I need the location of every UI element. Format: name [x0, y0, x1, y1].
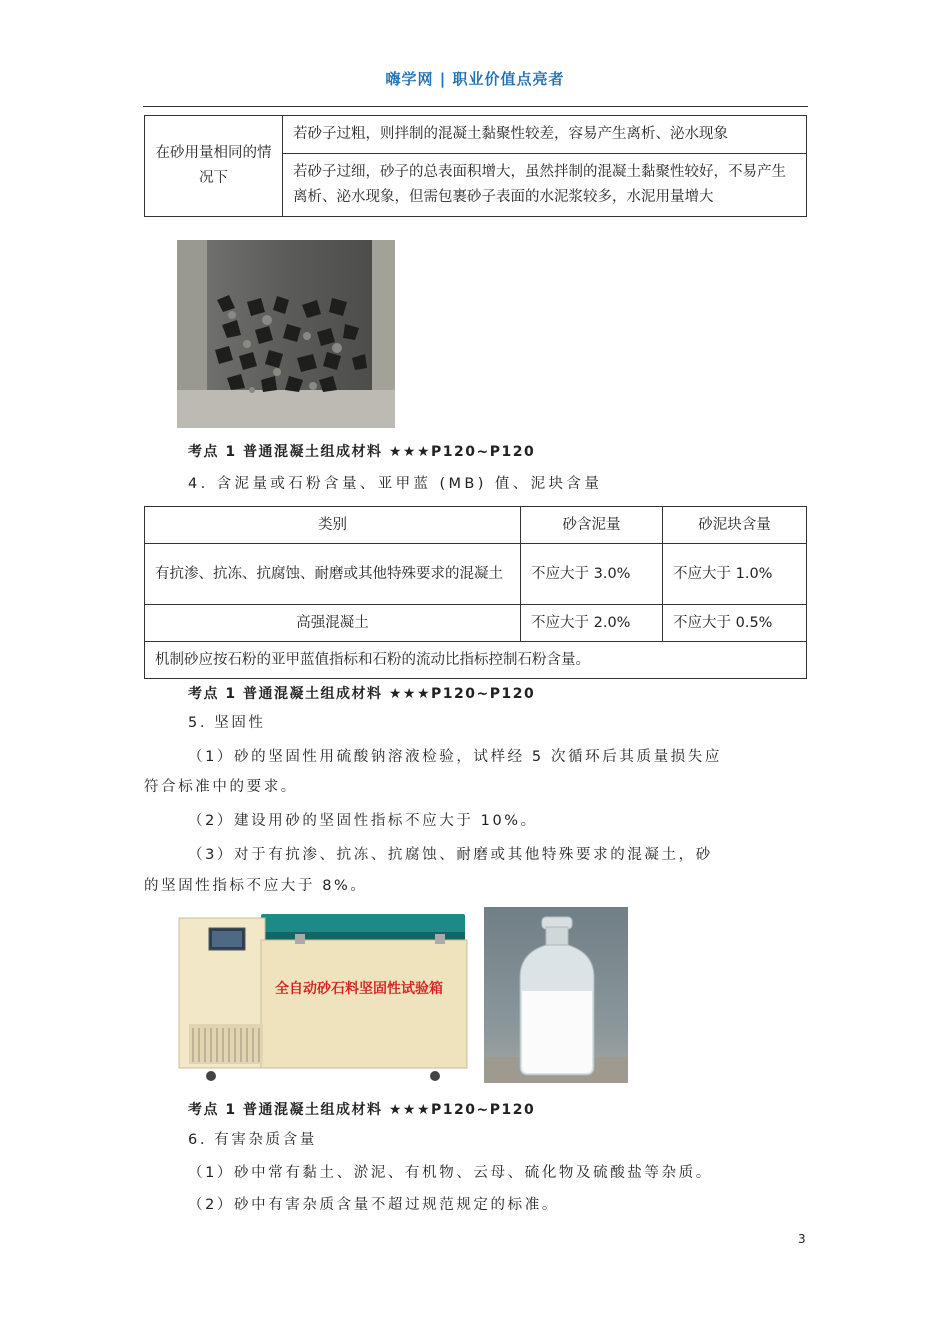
paragraph: 的坚固性指标不应大于 8%。 — [144, 878, 368, 894]
table-header-cell: 类别 — [145, 507, 521, 544]
table-cell: 有抗渗、抗冻、抗腐蚀、耐磨或其他特殊要求的混凝土 — [145, 544, 521, 605]
chamber-label: 全自动砂石料坚固性试验箱 — [275, 981, 443, 997]
paragraph: （1）砂的坚固性用硫酸钠溶液检验，试样经 5 次循环后其质量损失应 — [188, 749, 722, 765]
section-6-title: 6. 有害杂质含量 — [188, 1132, 317, 1148]
paragraph: 符合标准中的要求。 — [144, 779, 298, 795]
paragraph: （2）砂中有害杂质含量不超过规范规定的标准。 — [188, 1197, 559, 1213]
exam-point-heading: 考点 1 普通混凝土组成材料 ★★★P120~P120 — [188, 686, 536, 702]
sodium-sulfate-bottle-photo — [484, 907, 628, 1083]
row-label-cell: 在砂用量相同的情况下 — [145, 116, 283, 217]
exam-point-heading: 考点 1 普通混凝土组成材料 ★★★P120~P120 — [188, 444, 536, 460]
paragraph: （2）建设用砂的坚固性指标不应大于 10%。 — [188, 813, 538, 829]
mud-content-table — [144, 506, 807, 679]
table-cell: 不应大于 1.0% — [663, 544, 807, 605]
paragraph: （3）对于有抗渗、抗冻、抗腐蚀、耐磨或其他特殊要求的混凝土，砂 — [188, 847, 713, 863]
table-header-cell: 砂含泥量 — [521, 507, 663, 544]
table-cell: 高强混凝土 — [145, 605, 521, 642]
page-number: 3 — [798, 1232, 806, 1246]
table-cell: 不应大于 3.0% — [521, 544, 663, 605]
paragraph: （1）砂中常有黏土、淤泥、有机物、云母、硫化物及硫酸盐等杂质。 — [188, 1165, 713, 1181]
header-divider — [143, 106, 808, 107]
page-header-title: 嗨学网 | 职业价值点亮者 — [385, 70, 565, 88]
table-cell: 不应大于 2.0% — [521, 605, 663, 642]
soundness-test-chamber-photo — [175, 912, 475, 1084]
sand-coarseness-table — [144, 115, 807, 217]
section-4-title: 4. 含泥量或石粉含量、亚甲蓝 (MB) 值、泥块含量 — [188, 476, 603, 492]
table-header-cell: 砂泥块含量 — [663, 507, 807, 544]
section-5-title: 5. 坚固性 — [188, 715, 266, 731]
table-cell: 若砂子过细，砂子的总表面积增大，虽然拌制的混凝土黏聚性较好，不易产生离析、泌水现象，但需包裹砂子表面的水泥浆较多，水泥用量增大 — [283, 154, 807, 217]
honeycomb-concrete-photo — [177, 240, 395, 428]
table-note-cell: 机制砂应按石粉的亚甲蓝值指标和石粉的流动比指标控制石粉含量。 — [145, 642, 807, 679]
table-cell: 若砂子过粗，则拌制的混凝土黏聚性较差，容易产生离析、泌水现象 — [283, 116, 807, 154]
table-cell: 不应大于 0.5% — [663, 605, 807, 642]
exam-point-heading: 考点 1 普通混凝土组成材料 ★★★P120~P120 — [188, 1102, 536, 1118]
